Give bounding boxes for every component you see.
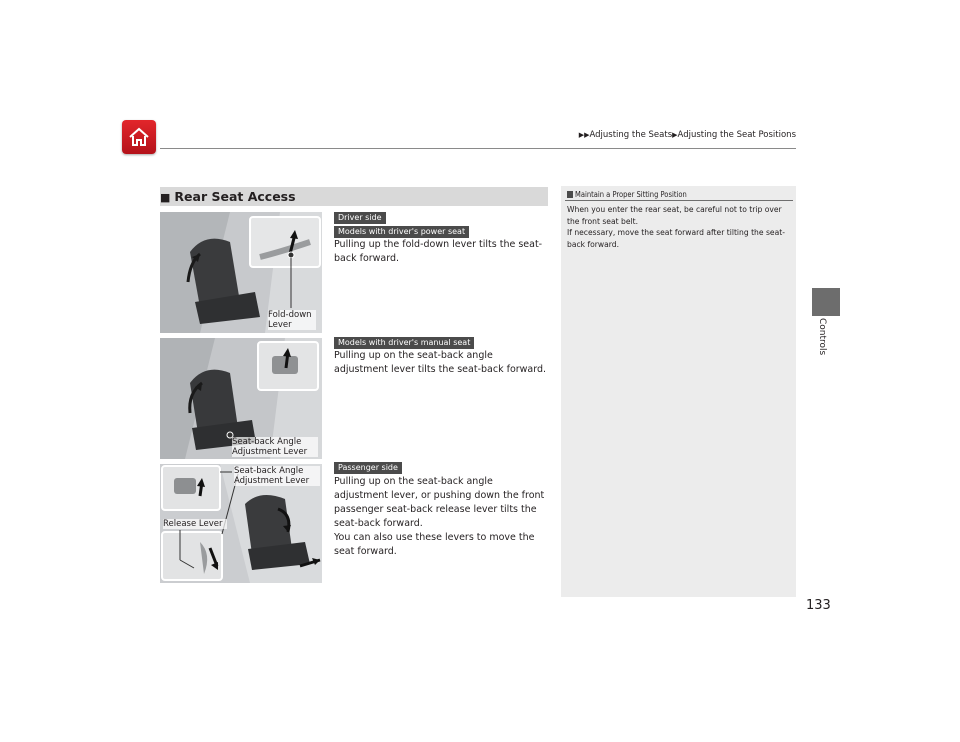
note-title[interactable] (567, 190, 687, 199)
body-text-passenger-paragraph-1: Pulling up on the seat-back angle adjustment lever, or pushing down the front passenger seat-back release lever tilts the seat-back forward. (334, 476, 545, 529)
breadcrumb-current: Adjusting the Seat Positions (677, 130, 796, 140)
body-text-passenger-seat (334, 475, 548, 559)
home-icon (127, 126, 151, 148)
tag-manual-seat-models: Models with driver's manual seat (334, 337, 474, 349)
note-divider (565, 200, 793, 201)
header-divider (160, 148, 796, 149)
section-square-icon: ■ (160, 191, 171, 204)
page-number: 133 (806, 598, 831, 613)
seatback-angle-lever-callout-passenger: Seat-back Angle Adjustment Lever (234, 466, 320, 486)
section-heading (160, 187, 548, 206)
chapter-label: Controls (817, 318, 827, 356)
body-text-passenger-paragraph-2: You can also use these levers to move the seat forward. (334, 532, 535, 557)
breadcrumb-link-adjusting-seats[interactable]: Adjusting the Seats (589, 130, 673, 140)
tag-passenger-side: Passenger side (334, 462, 402, 474)
tag-driver-side: Driver side (334, 212, 386, 224)
body-text-power-seat: Pulling up the fold-down lever tilts the seat-back forward. (334, 239, 543, 264)
chapter-tab[interactable] (812, 288, 840, 316)
body-text-manual-seat: Pulling up on the seat-back angle adjustment lever tilts the seat-back forward. (334, 350, 547, 375)
release-lever-callout: Release Lever (163, 519, 227, 529)
seatback-angle-lever-callout-manual: Seat-back Angle Adjustment Lever (232, 437, 318, 457)
note-paragraph-2: If necessary, move the seat forward after tilting the seat-back forward. (567, 228, 785, 249)
home-button[interactable] (122, 120, 156, 154)
note-paragraph-1: When you enter the rear seat, be careful not to trip over the front seat belt. (567, 205, 782, 226)
tag-power-seat-models: Models with driver's power seat (334, 226, 469, 238)
note-bullet-icon (567, 191, 573, 198)
note-title-text: Maintain a Proper Sitting Position (575, 190, 687, 199)
breadcrumb-arrow-icon: ▶▶ (578, 131, 590, 139)
fold-down-lever-callout: Fold-down Lever (268, 310, 316, 330)
section-title: Rear Seat Access (174, 189, 296, 204)
breadcrumb (579, 130, 796, 140)
breadcrumb-arrow-icon: ▶ (672, 131, 678, 139)
note-body (567, 204, 789, 250)
